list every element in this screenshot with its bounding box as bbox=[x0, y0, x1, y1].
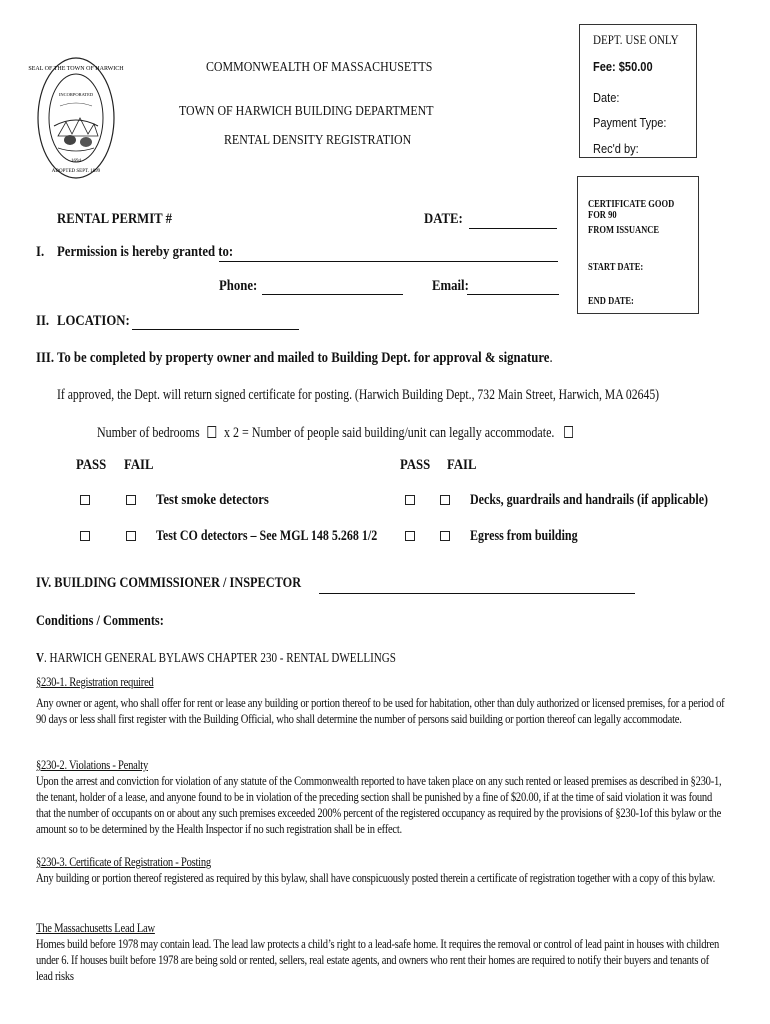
dept-recd-label: Rec'd by: bbox=[593, 141, 639, 156]
section-1-number: I. bbox=[36, 244, 45, 260]
date-label: DATE: bbox=[424, 211, 463, 227]
dept-use-title: DEPT. USE ONLY bbox=[593, 32, 679, 47]
bedrooms-box[interactable] bbox=[207, 426, 216, 438]
smoke-pass-checkbox[interactable] bbox=[80, 495, 90, 505]
header-line-1: COMMONWEALTH OF MASSACHUSETTS bbox=[206, 60, 433, 75]
section-3-text bbox=[57, 350, 553, 367]
header-line-3: RENTAL DENSITY REGISTRATION bbox=[224, 133, 412, 148]
lead-law-heading: The Massachusetts Lead Law bbox=[36, 921, 155, 935]
phone-field[interactable] bbox=[262, 294, 403, 295]
smoke-detectors-item: Test smoke detectors bbox=[156, 492, 269, 508]
egress-item: Egress from building bbox=[470, 528, 578, 544]
section-4-title: IV. BUILDING COMMISSIONER / INSPECTOR bbox=[36, 575, 302, 591]
lead-law-body: Homes build before 1978 may contain lead. The lead law protects a child’s right to a lead-safe home. It requires the removal or control of lead paint in houses with children under 6. If houses built before 1978 are being sold or rented, sellers, real estate agents, and owners who rent their homes are required to notify their buyers and tenants of lead risks bbox=[36, 937, 719, 983]
bedrooms-line bbox=[97, 425, 573, 442]
cert-end-date: END DATE: bbox=[588, 296, 634, 307]
bedrooms-formula: x 2 = Number of people said building/unit can legally accommodate. bbox=[224, 425, 555, 441]
bylaw-230-1-heading: §230-1. Registration required bbox=[36, 675, 154, 689]
fail-header-left: FAIL bbox=[124, 457, 154, 473]
pass-header-left: PASS bbox=[76, 457, 107, 473]
decks-pass-checkbox[interactable] bbox=[405, 495, 415, 505]
town-seal bbox=[28, 56, 124, 180]
bylaw-230-2-body: Upon the arrest and conviction for violation of any statute of the Commonwealth reported to have taken place on any such rented or leased premises as described in §230-1, the tenant, holder of a lease, and anyone found to be in violation of the preceding section shall be punished by a fine of $20.00, if at the time of said violation it was found that the number of occupants on or about any such premises exceeded 200% percent of the registered occupancy as required by the provisions of §230-1of this bylaw or the amount so to be determined by the Health Inspector if no such registration shall be in effect. bbox=[36, 774, 722, 836]
bylaw-230-2-heading: §230-2. Violations - Penalty bbox=[36, 758, 149, 772]
certificate-box bbox=[577, 176, 699, 314]
occupancy-box[interactable] bbox=[564, 426, 573, 438]
co-detectors-item: Test CO detectors – See MGL 148 5.268 1/2 bbox=[156, 528, 378, 544]
fail-header-right: FAIL bbox=[447, 457, 477, 473]
location-field[interactable] bbox=[132, 329, 299, 330]
email-label: Email: bbox=[432, 278, 469, 294]
bylaw-230-3-heading: §230-3. Certificate of Registration - Posting bbox=[36, 855, 211, 869]
decks-fail-checkbox[interactable] bbox=[440, 495, 450, 505]
seal-inner-text: INCORPORATED bbox=[58, 92, 94, 97]
seal-image bbox=[28, 56, 124, 180]
lead-law bbox=[36, 920, 725, 984]
section-2-number: II. bbox=[36, 313, 50, 329]
dept-fee: Fee: $50.00 bbox=[593, 59, 653, 74]
bylaw-230-1 bbox=[36, 674, 725, 727]
pass-header-right: PASS bbox=[400, 457, 431, 473]
email-field[interactable] bbox=[467, 294, 559, 295]
section-3-instruction: To be completed by property owner and mailed to Building Dept. for approval & signature bbox=[57, 350, 550, 366]
bylaw-230-3-body: Any building or portion thereof registered as required by this bylaw, shall have conspicuously posted therein a certificate of registration together with a copy of this bylaw. bbox=[36, 871, 715, 885]
approved-note: If approved, the Dept. will return signed certificate for posting. (Harwich Building Dept., 732 Main Street, Harwich, MA 02645) bbox=[57, 387, 660, 403]
inspector-signature-field[interactable] bbox=[319, 593, 635, 594]
rental-permit-label: RENTAL PERMIT # bbox=[57, 211, 173, 227]
decks-item: Decks, guardrails and handrails (if applicable) bbox=[470, 492, 709, 508]
cert-line-1: CERTIFICATE GOOD FOR 90 bbox=[588, 199, 675, 221]
permission-granted-field[interactable] bbox=[219, 261, 558, 262]
section-5-heading: . HARWICH GENERAL BYLAWS CHAPTER 230 - RENTAL DWELLINGS bbox=[43, 650, 396, 665]
section-3-period: . bbox=[549, 350, 553, 366]
dept-use-box bbox=[579, 24, 697, 158]
co-pass-checkbox[interactable] bbox=[80, 531, 90, 541]
cert-line-2: FROM ISSUANCE bbox=[588, 225, 660, 236]
section-3-number: III. bbox=[36, 350, 55, 366]
seal-year-text: 1694 bbox=[71, 159, 81, 164]
dept-date-label: Date: bbox=[593, 90, 620, 105]
conditions-label: Conditions / Comments: bbox=[36, 613, 164, 629]
location-label: LOCATION: bbox=[57, 313, 130, 329]
egress-fail-checkbox[interactable] bbox=[440, 531, 450, 541]
bylaw-230-2 bbox=[36, 757, 725, 837]
date-field[interactable] bbox=[469, 228, 557, 229]
co-fail-checkbox[interactable] bbox=[126, 531, 136, 541]
section-5-title bbox=[36, 650, 396, 666]
cert-start-date: START DATE: bbox=[588, 262, 644, 273]
bylaw-230-1-body: Any owner or agent, who shall offer for rent or lease any building or portion thereof to be used for habitation, other than duly authorized or licensed premises, for a period of 90 days or less shall first register with the Building Official, who shall determine the number of persons said building or portion thereof can legally accommodate. bbox=[36, 696, 725, 726]
seal-bottom-text: ADOPTED SEPT. 1899 bbox=[51, 169, 101, 174]
egress-pass-checkbox[interactable] bbox=[405, 531, 415, 541]
bedrooms-label: Number of bedrooms bbox=[97, 425, 200, 441]
section-5-number: V bbox=[36, 650, 44, 665]
phone-label: Phone: bbox=[219, 278, 258, 294]
smoke-fail-checkbox[interactable] bbox=[126, 495, 136, 505]
header-line-2: TOWN OF HARWICH BUILDING DEPARTMENT bbox=[179, 104, 434, 119]
permission-label: Permission is hereby granted to: bbox=[57, 244, 234, 260]
dept-payment-label: Payment Type: bbox=[593, 115, 667, 130]
bylaw-230-3 bbox=[36, 854, 725, 886]
seal-top-text: SEAL OF THE TOWN OF HARWICH bbox=[28, 66, 124, 72]
